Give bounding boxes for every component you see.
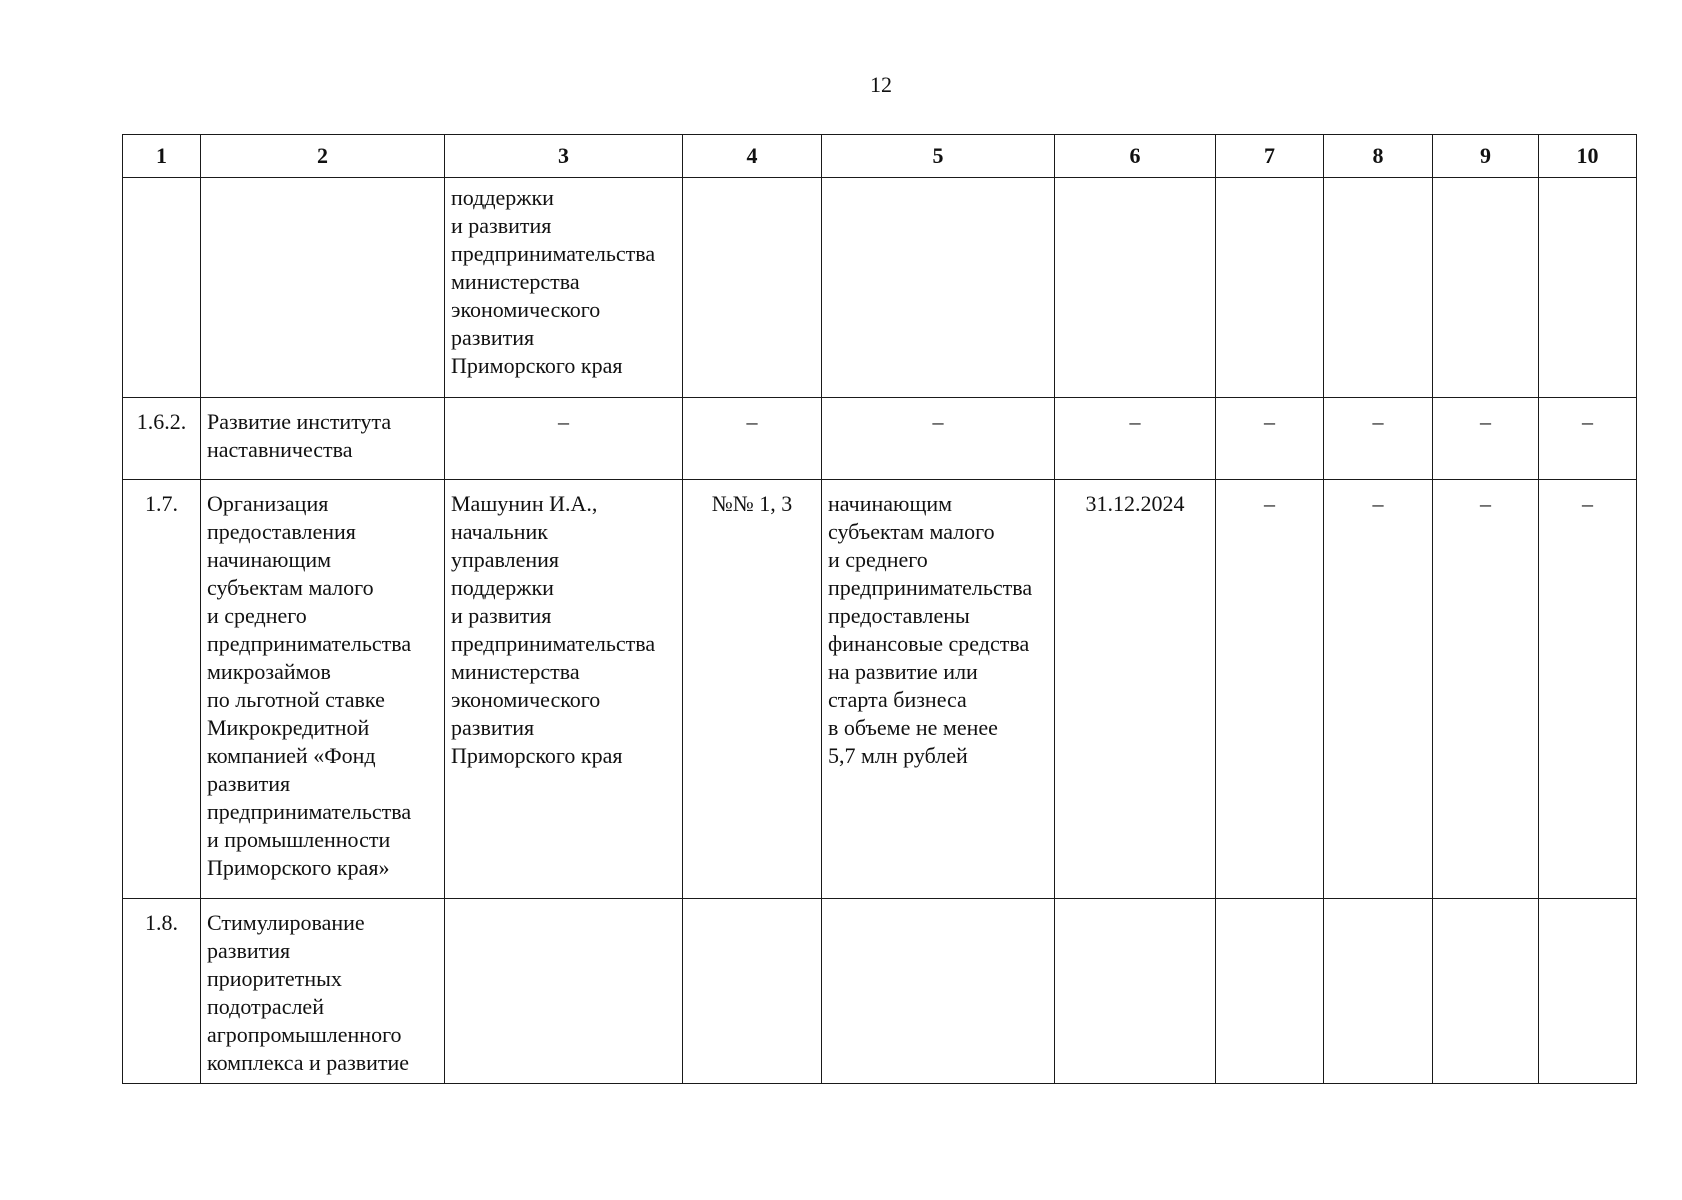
cell-col10: [1539, 899, 1637, 1084]
cell-responsible: [445, 899, 683, 1084]
cell-col9: [1433, 178, 1539, 398]
table-row: [123, 178, 1637, 398]
cell-col8: –: [1324, 480, 1433, 899]
cell-activity: Развитие института наставничества: [201, 398, 445, 480]
cell-col10: –: [1539, 480, 1637, 899]
cell-deadline: 31.12.2024: [1055, 480, 1216, 899]
cell-indicator-ref: [683, 178, 822, 398]
cell-deadline: [1055, 178, 1216, 398]
cell-indicator-ref: [683, 899, 822, 1084]
table-header-row: [123, 135, 1637, 178]
cell-col10: [1539, 178, 1637, 398]
column-header-2: 2: [201, 135, 445, 178]
cell-col9: –: [1433, 398, 1539, 480]
column-header-6: 6: [1055, 135, 1216, 178]
cell-col9: –: [1433, 480, 1539, 899]
column-header-4: 4: [683, 135, 822, 178]
cell-activity: Организация предоставления начинающим субъектам малого и среднего предпринимательства микрозаймов по льготной ставке Микрокредитной компанией «Фонд развития предпринимательства и промышленности Приморского края»: [201, 480, 445, 899]
page-number: 12: [870, 72, 892, 97]
cell-col7: –: [1216, 480, 1324, 899]
cell-number: [123, 178, 201, 398]
cell-responsible: Машунин И.А., начальник управления поддержки и развития предпринимательства министерства экономического развития Приморского края: [445, 480, 683, 899]
cell-result: начинающим субъектам малого и среднего предпринимательства предоставлены финансовые средства на развитие или старта бизнеса в объеме не менее 5,7 млн рублей: [822, 480, 1055, 899]
cell-deadline: –: [1055, 398, 1216, 480]
column-header-10: 10: [1539, 135, 1637, 178]
cell-number: 1.8.: [123, 899, 201, 1084]
cell-result: [822, 899, 1055, 1084]
cell-responsible: поддержки и развития предпринимательства министерства экономического развития Приморского края: [445, 178, 683, 398]
cell-deadline: [1055, 899, 1216, 1084]
column-header-1: 1: [123, 135, 201, 178]
cell-col9: [1433, 899, 1539, 1084]
cell-indicator-ref: №№ 1, 3: [683, 480, 822, 899]
column-header-7: 7: [1216, 135, 1324, 178]
cell-col10: –: [1539, 398, 1637, 480]
cell-number: 1.7.: [123, 480, 201, 899]
cell-col7: [1216, 899, 1324, 1084]
column-header-5: 5: [822, 135, 1055, 178]
cell-col7: [1216, 178, 1324, 398]
cell-col8: [1324, 178, 1433, 398]
table-row: [123, 398, 1637, 480]
cell-responsible: –: [445, 398, 683, 480]
cell-result: –: [822, 398, 1055, 480]
column-header-3: 3: [445, 135, 683, 178]
cell-col8: –: [1324, 398, 1433, 480]
cell-col7: –: [1216, 398, 1324, 480]
table-row: [123, 899, 1637, 1084]
cell-col8: [1324, 899, 1433, 1084]
plan-table: [122, 134, 1637, 1084]
cell-indicator-ref: –: [683, 398, 822, 480]
cell-activity: [201, 178, 445, 398]
column-header-9: 9: [1433, 135, 1539, 178]
cell-activity: Стимулирование развития приоритетных подотраслей агропромышленного комплекса и развитие: [201, 899, 445, 1084]
cell-result: [822, 178, 1055, 398]
column-header-8: 8: [1324, 135, 1433, 178]
cell-number: 1.6.2.: [123, 398, 201, 480]
table-row: [123, 480, 1637, 899]
